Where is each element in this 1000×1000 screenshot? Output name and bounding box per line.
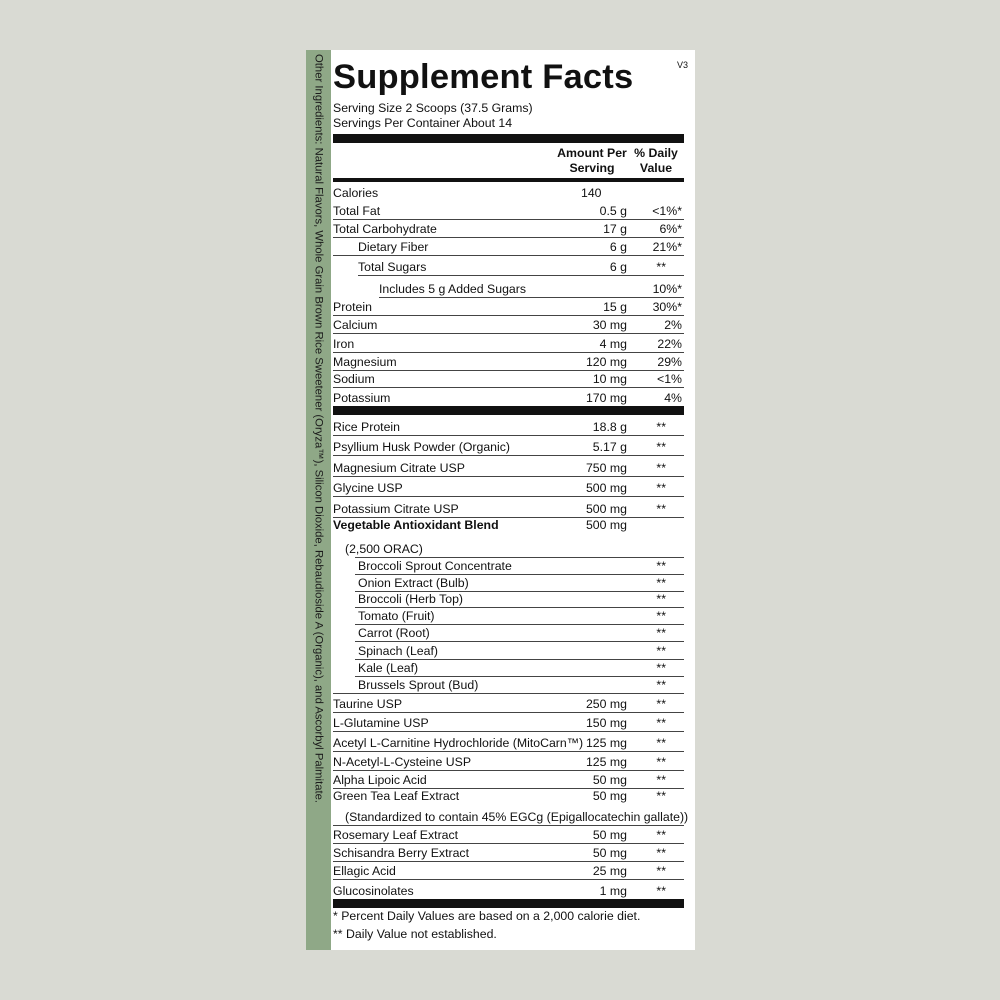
ingredient-name: Brussels Sprout (Bud) [358,678,479,692]
ingredient-name: Rosemary Leaf Extract [333,828,459,842]
ingredient-row [355,591,684,608]
nutrient-name: Includes 5 g Added Sugars [379,282,526,296]
nutrient-name: Magnesium [333,355,397,369]
ingredient-name: Rice Protein [333,420,400,434]
nutrient-amount: 140 [581,186,602,200]
nutrient-daily-value: <1%* [652,204,682,218]
ingredient-amount: 50 mg [592,773,627,787]
ingredient-amount: 500 mg [585,502,627,516]
thick-divider-3 [333,899,684,908]
ingredient-daily-value: ** [656,773,666,787]
ingredient-row [333,476,684,497]
ingredient-daily-value: ** [656,644,666,658]
nutrient-daily-value: 4% [664,391,682,405]
ingredient-name: Alpha Lipoic Acid [333,773,427,787]
nutrient-row [333,370,684,388]
ingredient-row [355,574,684,592]
footnote-percent-dv: * Percent Daily Values are based on a 2,000 calorie diet. [333,909,641,923]
amount-per-serving-header [555,146,629,176]
nutrient-name: Protein [333,300,372,314]
ingredient-name: Tomato (Fruit) [358,609,435,623]
ingredient-daily-value: ** [656,609,666,623]
ingredient-row [333,415,684,436]
nutrient-amount: 0.5 g [599,204,627,218]
nutrient-amount: 15 g [603,300,627,314]
ingredient-daily-value: ** [656,678,666,692]
ingredient-daily-value: ** [656,576,666,590]
footnote-dv-not-established: ** Daily Value not established. [333,927,497,941]
nutrient-name: Sodium [333,372,375,386]
amount-header-line2: Serving [569,161,615,175]
supplement-facts-label [306,50,695,950]
ingredient-amount: 25 mg [592,864,627,878]
ingredient-daily-value: ** [656,828,666,842]
ingredient-row [333,825,684,844]
ingredient-daily-value: ** [656,884,666,898]
ingredient-name: Ellagic Acid [333,864,396,878]
nutrient-row [333,237,684,256]
nutrient-daily-value: 29% [657,355,682,369]
ingredient-amount: 250 mg [585,697,627,711]
nutrient-name: Dietary Fiber [358,240,429,254]
ingredient-amount: 18.8 g [592,420,627,434]
ingredient-amount: 500 mg [585,481,627,495]
ingredient-daily-value: ** [656,789,666,803]
nutrient-row [333,182,684,201]
ingredient-daily-value: ** [656,755,666,769]
ingredient-name: Psyllium Husk Powder (Organic) [333,440,510,454]
ingredient-subtext: (2,500 ORAC) [345,542,423,556]
nutrient-name: Iron [333,337,355,351]
nutrient-daily-value: 6%* [659,222,682,236]
ingredient-row [333,879,684,899]
ingredient-daily-value: ** [656,592,666,606]
nutrient-name: Potassium [333,391,391,405]
ingredient-name: Schisandra Berry Extract [333,846,469,860]
nutrient-daily-value: 22% [657,337,682,351]
ingredient-daily-value: ** [656,502,666,516]
ingredient-row [355,607,684,625]
ingredient-row [333,843,684,862]
nutrient-row [333,219,684,238]
ingredient-name: Onion Extract (Bulb) [358,576,469,590]
ingredient-row [333,496,684,518]
serving-size: Serving Size 2 Scoops (37.5 Grams) [333,101,533,115]
nutrient-daily-value: 10%* [652,282,682,296]
ingredient-daily-value: ** [656,559,666,573]
ingredient-row [333,751,684,771]
ingredient-daily-value: ** [656,846,666,860]
ingredient-name: Green Tea Leaf Extract [333,789,460,803]
ingredient-daily-value: ** [656,440,666,454]
ingredient-amount: 125 mg [585,736,627,750]
nutrient-amount: 10 mg [592,372,627,386]
nutrient-row [333,315,684,334]
nutrient-daily-value: ** [656,260,666,274]
ingredient-amount: 125 mg [585,755,627,769]
nutrient-daily-value: 30%* [652,300,682,314]
ingredient-row [333,517,684,558]
daily-value-header [633,146,679,176]
ingredient-name: Kale (Leaf) [358,661,419,675]
ingredient-name: Broccoli Sprout Concentrate [358,559,512,573]
other-ingredients-text: Other Ingredients: Natural Flavors, Whole Grain Brown Rice Sweetener (Oryza™), Silicon Dioxide, Rebaudioside A (Organic), and Ascorbyl Palmitate. [312,54,325,804]
dv-header-line1: % Daily [634,146,678,160]
ingredient-amount: 1 mg [599,884,627,898]
ingredient-row [355,624,684,642]
nutrient-row [379,275,684,298]
ingredient-amount: 500 mg [585,518,627,532]
nutrient-daily-value: 21%* [652,240,682,254]
ingredient-daily-value: ** [656,461,666,475]
ingredient-amount: 150 mg [585,716,627,730]
nutrient-name: Total Fat [333,204,381,218]
facts-panel [333,50,689,950]
version-code: V3 [676,60,688,70]
nutrient-daily-value: <1% [657,372,682,386]
ingredient-amount: 50 mg [592,789,627,803]
ingredient-row [355,659,684,677]
ingredient-daily-value: ** [656,626,666,640]
ingredient-amount: 750 mg [585,461,627,475]
ingredient-daily-value: ** [656,481,666,495]
thick-divider-2 [333,406,684,415]
nutrient-row [333,352,684,371]
other-ingredients-strip [306,50,331,950]
ingredient-row [333,712,684,732]
ingredient-name: Spinach (Leaf) [358,644,438,658]
ingredient-row [333,788,689,826]
ingredient-amount: 50 mg [592,846,627,860]
ingredient-row [333,770,684,789]
dv-header-line2: Value [639,161,673,175]
nutrient-name: Total Sugars [358,260,427,274]
ingredient-name: Magnesium Citrate USP [333,461,465,475]
nutrient-name: Total Carbohydrate [333,222,437,236]
nutrient-daily-value: 2% [664,318,682,332]
ingredient-name: Potassium Citrate USP [333,502,459,516]
ingredient-name: Vegetable Antioxidant Blend [333,518,499,532]
ingredient-row [333,435,684,456]
nutrient-row [333,333,684,353]
nutrient-name: Calories [333,186,379,200]
ingredient-name: Acetyl L-Carnitine Hydrochloride (MitoCarn™) [333,736,584,750]
nutrient-row [333,201,684,220]
nutrient-amount: 6 g [609,240,627,254]
nutrient-amount: 17 g [603,222,627,236]
ingredient-row [355,557,684,575]
nutrient-amount: 120 mg [585,355,627,369]
nutrient-amount: 170 mg [585,391,627,405]
ingredient-daily-value: ** [656,661,666,675]
ingredient-name: Carrot (Root) [358,626,430,640]
nutrient-amount: 30 mg [592,318,627,332]
ingredient-name: Glucosinolates [333,884,414,898]
ingredient-daily-value: ** [656,736,666,750]
ingredient-daily-value: ** [656,697,666,711]
ingredient-name: Glycine USP [333,481,403,495]
ingredient-name: Broccoli (Herb Top) [358,592,464,606]
facts-title: Supplement Facts [333,58,634,96]
nutrient-amount: 4 mg [599,337,627,351]
ingredient-amount: 5.17 g [592,440,627,454]
ingredient-daily-value: ** [656,420,666,434]
nutrient-row [333,297,684,316]
servings-per-container: Servings Per Container About 14 [333,116,513,130]
thick-divider [333,134,684,143]
ingredient-row [333,861,684,880]
ingredient-row [333,455,684,477]
ingredient-row [355,641,684,660]
nutrient-row [358,255,684,276]
ingredient-amount: 50 mg [592,828,627,842]
ingredient-row [333,676,684,694]
ingredient-daily-value: ** [656,716,666,730]
ingredient-subtext: (Standardized to contain 45% EGCg (Epigallocatechin gallate)) [345,810,689,824]
nutrient-amount: 6 g [609,260,627,274]
amount-header-line1: Amount Per [557,146,627,160]
nutrient-row [333,387,684,406]
ingredient-row [333,693,684,713]
ingredient-row [333,731,684,752]
nutrient-name: Calcium [333,318,378,332]
ingredient-name: N-Acetyl-L-Cysteine USP [333,755,472,769]
ingredient-name: L-Glutamine USP [333,716,429,730]
ingredient-name: Taurine USP [333,697,403,711]
ingredient-daily-value: ** [656,864,666,878]
